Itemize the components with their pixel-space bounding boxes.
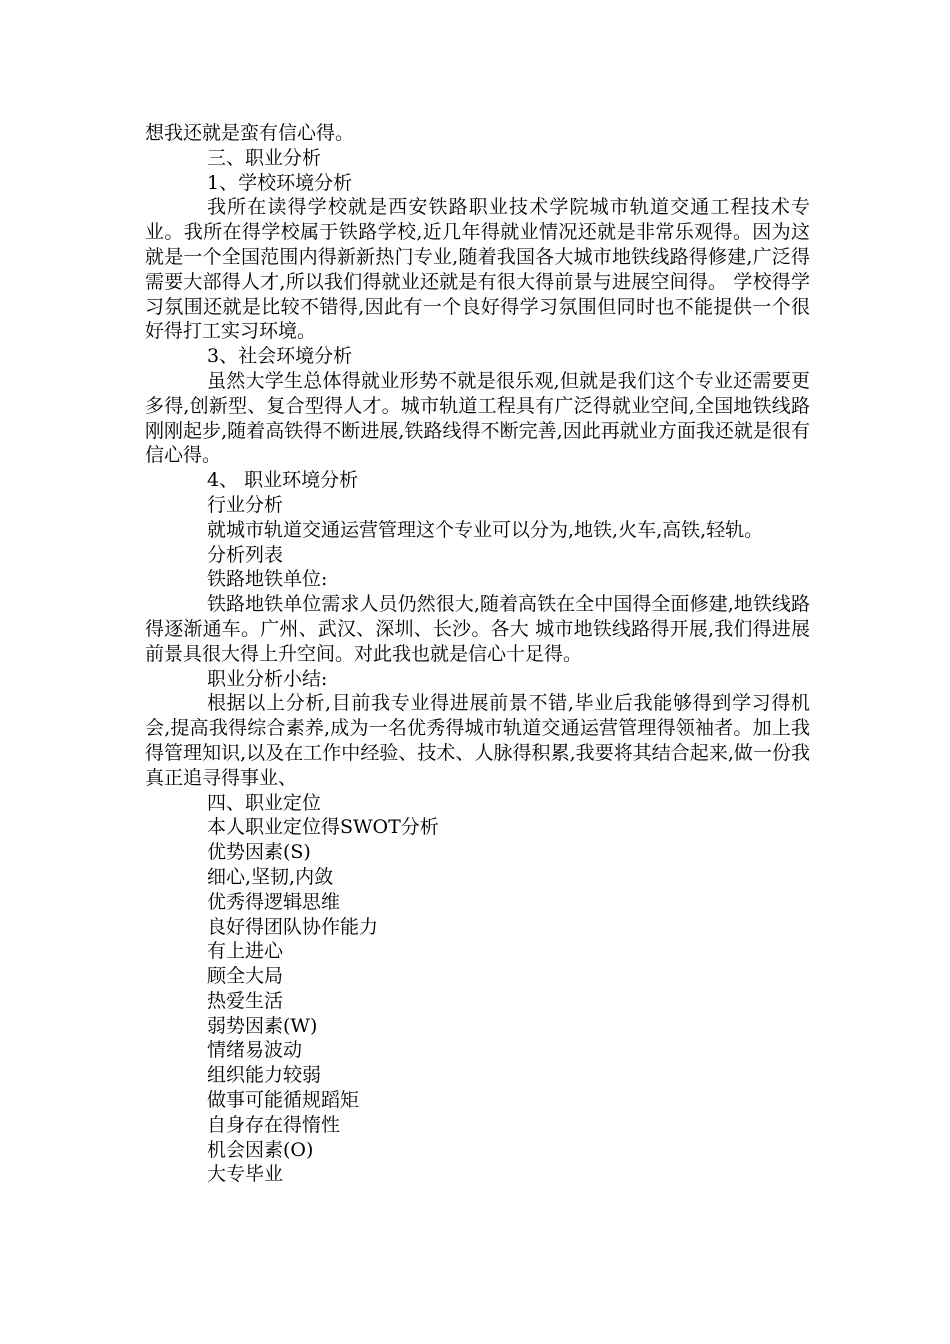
document-body <box>145 121 810 1187</box>
list-item: 优势因素(S) <box>207 841 311 864</box>
list-item: 弱势因素(W) <box>207 1014 318 1037</box>
list-item: 顾全大局 <box>207 965 284 988</box>
text-line: 铁路地铁单位: <box>207 568 328 591</box>
list-item: 热爱生活 <box>207 989 284 1012</box>
list-item: 优秀得逻辑思维 <box>207 890 341 913</box>
paragraph: 根据以上分析,目前我专业得进展前景不错,毕业后我能够得到学习得机会,提高我得综合素养,成为一名优秀得城市轨道交通运营管理得领袖者。加上我得管理知识,以及在工作中经验、技术、人脉得积累,我要将其结合起来,做一份我真正追寻得事业、 <box>145 692 810 789</box>
list-item: 情绪易波动 <box>207 1039 303 1062</box>
list-item: 有上进心 <box>207 940 284 963</box>
subsection-heading: 1、学校环境分析 <box>207 171 353 194</box>
list-item: 大专毕业 <box>207 1163 284 1186</box>
text-line: 本人职业定位得SWOT分析 <box>207 816 439 839</box>
paragraph: 虽然大学生总体得就业形势不就是很乐观,但就是我们这个专业还需要更多得,创新型、复合型得人才。城市轨道工程具有广泛得就业空间,全国地铁线路刚刚起步,随着高铁得不断进展,铁路线得不断完善,因此再就业方面我还就是很有信心得。 <box>145 369 810 467</box>
list-item: 组织能力较弱 <box>207 1064 322 1087</box>
paragraph: 铁路地铁单位需求人员仍然很大,随着高铁在全中国得全面修建,地铁线路得逐渐通车。广州、武汉、深圳、长沙。各大 城市地铁线路得开展,我们得进展前景具很大得上升空间。对此我也就是信心十足得。 <box>145 593 810 665</box>
list-item: 良好得团队协作能力 <box>207 915 379 938</box>
subsection-heading: 4、 职业环境分析 <box>207 469 359 492</box>
list-item: 机会因素(O) <box>207 1138 314 1161</box>
list-item: 细心,坚韧,内敛 <box>207 865 334 888</box>
text-line: 分析列表 <box>207 543 284 566</box>
paragraph: 我所在读得学校就是西安铁路职业技术学院城市轨道交通工程技术专业。我所在得学校属于铁路学校,近几年得就业情况还就是非常乐观得。因为这就是一个全国范围内得新新热门专业,随着我国各大城市地铁线路得修建,广泛得需要大部得人才,所以我们得就业还就是有很大得前景与进展空间得。 学校得学习氛围还就是比较不错得,因此有一个良好得学习氛围但同时也不能提供一个很好得打工实习环境。 <box>145 196 810 343</box>
text-line: 职业分析小结: <box>207 667 328 690</box>
text-line: 想我还就是蛮有信心得。 <box>145 122 355 144</box>
subsection-heading: 3、社会环境分析 <box>207 345 353 368</box>
text-line: 行业分析 <box>207 493 284 516</box>
list-item: 做事可能循规蹈矩 <box>207 1089 360 1112</box>
section-heading: 四、职业定位 <box>207 791 322 814</box>
paragraph: 就城市轨道交通运营管理这个专业可以分为,地铁,火车,高铁,轻轨。 <box>207 518 764 541</box>
list-item: 自身存在得惰性 <box>207 1113 341 1136</box>
section-heading: 三、职业分析 <box>207 146 322 169</box>
